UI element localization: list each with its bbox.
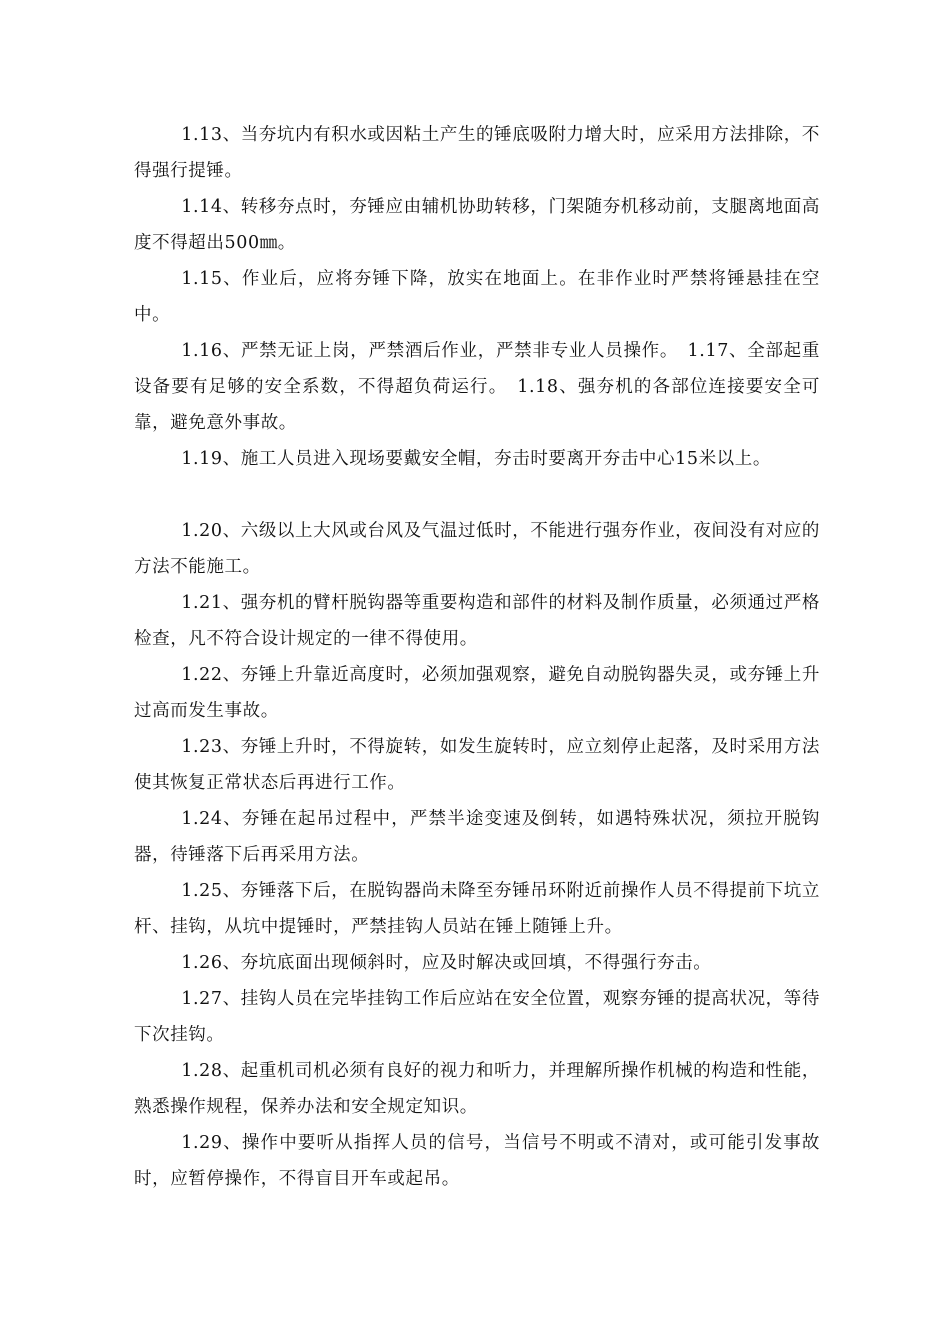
paragraph-1-19: 1.19、施工人员进入现场要戴安全帽，夯击时要离开夯击中心15米以上。 — [181, 449, 771, 469]
paragraph-1-26: 1.26、夯坑底面出现倾斜时，应及时解决或回填，不得强行夯击。 — [181, 953, 712, 973]
paragraph-1-27: 1.27、挂钩人员在完毕挂钩工作后应站在安全位置，观察夯锤的提高状况，等待下次挂钩。 — [134, 989, 820, 1045]
paragraph-1-13: 1.13、当夯坑内有积水或因粘土产生的锤底吸附力增大时，应采用方法排除，不得强行提锤。 — [134, 125, 820, 181]
paragraph-1-15: 1.15、作业后，应将夯锤下降，放实在地面上。在非作业时严禁将锤悬挂在空中。 — [134, 269, 820, 325]
paragraph-1-25: 1.25、夯锤落下后，在脱钩器尚未降至夯锤吊环附近前操作人员不得提前下坑立杆、挂钩，从坑中提锤时，严禁挂钩人员站在锤上随锤上升。 — [134, 881, 820, 937]
paragraph-1-28: 1.28、起重机司机必须有良好的视力和听力，并理解所操作机械的构造和性能，熟悉操作规程，保养办法和安全规定知识。 — [134, 1061, 820, 1117]
paragraph-1-20: 1.20、六级以上大风或台风及气温过低时，不能进行强夯作业，夜间没有对应的方法不能施工。 — [134, 521, 820, 577]
paragraph-1-22: 1.22、夯锤上升靠近高度时，必须加强观察，避免自动脱钩器失灵，或夯锤上升过高而发生事故。 — [134, 665, 820, 721]
paragraph-1-21: 1.21、强夯机的臂杆脱钩器等重要构造和部件的材料及制作质量，必须通过严格检查，凡不符合设计规定的一律不得使用。 — [134, 593, 820, 649]
paragraph-1-29: 1.29、操作中要听从指挥人员的信号，当信号不明或不清对，或可能引发事故时，应暂停操作，不得盲目开车或起吊。 — [134, 1133, 820, 1189]
paragraph-1-16-to-1-18: 1.16、严禁无证上岗，严禁酒后作业，严禁非专业人员操作。 1.17、全部起重设备要有足够的安全系数，不得超负荷运行。 1.18、强夯机的各部位连接要安全可靠，避免意外事故。 — [134, 341, 820, 433]
paragraph-1-24: 1.24、夯锤在起吊过程中，严禁半途变速及倒转，如遇特殊状况，须拉开脱钩器，待锤落下后再采用方法。 — [134, 809, 820, 865]
document-body — [134, 117, 820, 1197]
paragraph-1-23: 1.23、夯锤上升时，不得旋转，如发生旋转时，应立刻停止起落，及时采用方法使其恢复正常状态后再进行工作。 — [134, 737, 820, 793]
paragraph-1-14: 1.14、转移夯点时，夯锤应由辅机协助转移，门架随夯机移动前，支腿离地面高度不得超出500㎜。 — [134, 197, 820, 253]
